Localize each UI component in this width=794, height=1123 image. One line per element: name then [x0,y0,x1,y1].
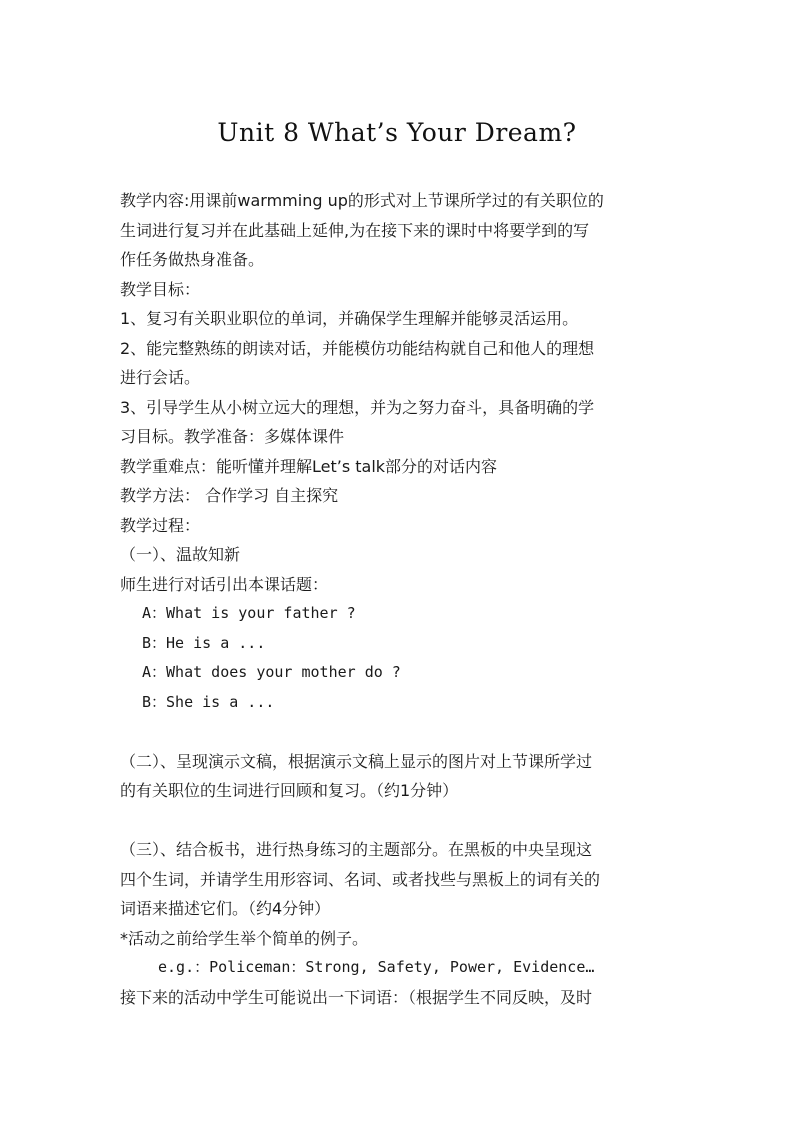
dialogue-line: A：What is your father ? [142,604,356,622]
paragraph-line: 教学内容:用课前warmming up的形式对上节课所学过的有关职位的 [120,191,604,210]
paragraph-line: 教学方法： 合作学习 自主探究 [120,486,339,505]
paragraph-line: *活动之前给学生举个简单的例子。 [120,928,369,948]
paragraph-line: 的有关职位的生词进行回顾和复习。（约1分钟） [120,781,459,800]
section-heading: 教学目标： [120,279,201,299]
blank-line [120,717,680,747]
paragraph-line: 接下来的活动中学生可能说出一下词语：（根据学生不同反映，及时 [120,987,593,1007]
paragraph-line: 师生进行对话引出本课话题： [120,574,329,594]
paragraph-line: 教学重难点：能听懂并理解Let’s talk部分的对话内容 [120,456,498,476]
dialogue-line: B：She is a ... [142,692,275,711]
list-item: 2、能完整熟练的朗读对话，并能模仿功能结构就自己和他人的理想 [120,338,595,358]
list-item: 3、引导学生从小树立远大的理想，并为之努力奋斗，具备明确的学 [120,397,595,417]
paragraph-line: （二）、呈现演示文稿，根据演示文稿上显示的图片对上节课所学过 [120,751,593,771]
list-item: 习目标。教学准备：多媒体课件 [120,427,345,446]
paragraph-line: 作任务做热身准备。 [120,250,265,269]
dialogue-line: A：What does your mother do ? [142,663,401,681]
list-item: 进行会话。 [120,368,201,387]
paragraph-line: 词语来描述它们。（约4分钟） [120,899,331,918]
document-body [120,186,680,1012]
list-item: 1、复习有关职业职位的单词，并确保学生理解并能够灵活运用。 [120,309,579,328]
section-heading: 教学过程： [120,515,201,535]
paragraph-line: 生词进行复习并在此基础上延伸,为在接下来的课时中将要学到的写 [120,220,590,240]
dialogue-line: B：He is a ... [142,633,266,652]
blank-line [120,806,680,836]
example-line: e.g.：Policeman：Strong, Safety, Power, Evidence… [158,958,595,976]
document-title: Unit 8 What’s Your Dream? [217,118,577,147]
paragraph-line: （三）、结合板书，进行热身练习的主题部分。在黑板的中央呈现这 [120,840,593,859]
section-heading: （一）、温故知新 [120,545,241,564]
paragraph-line: 四个生词，并请学生用形容词、名词、或者找些与黑板上的词有关的 [120,869,601,889]
